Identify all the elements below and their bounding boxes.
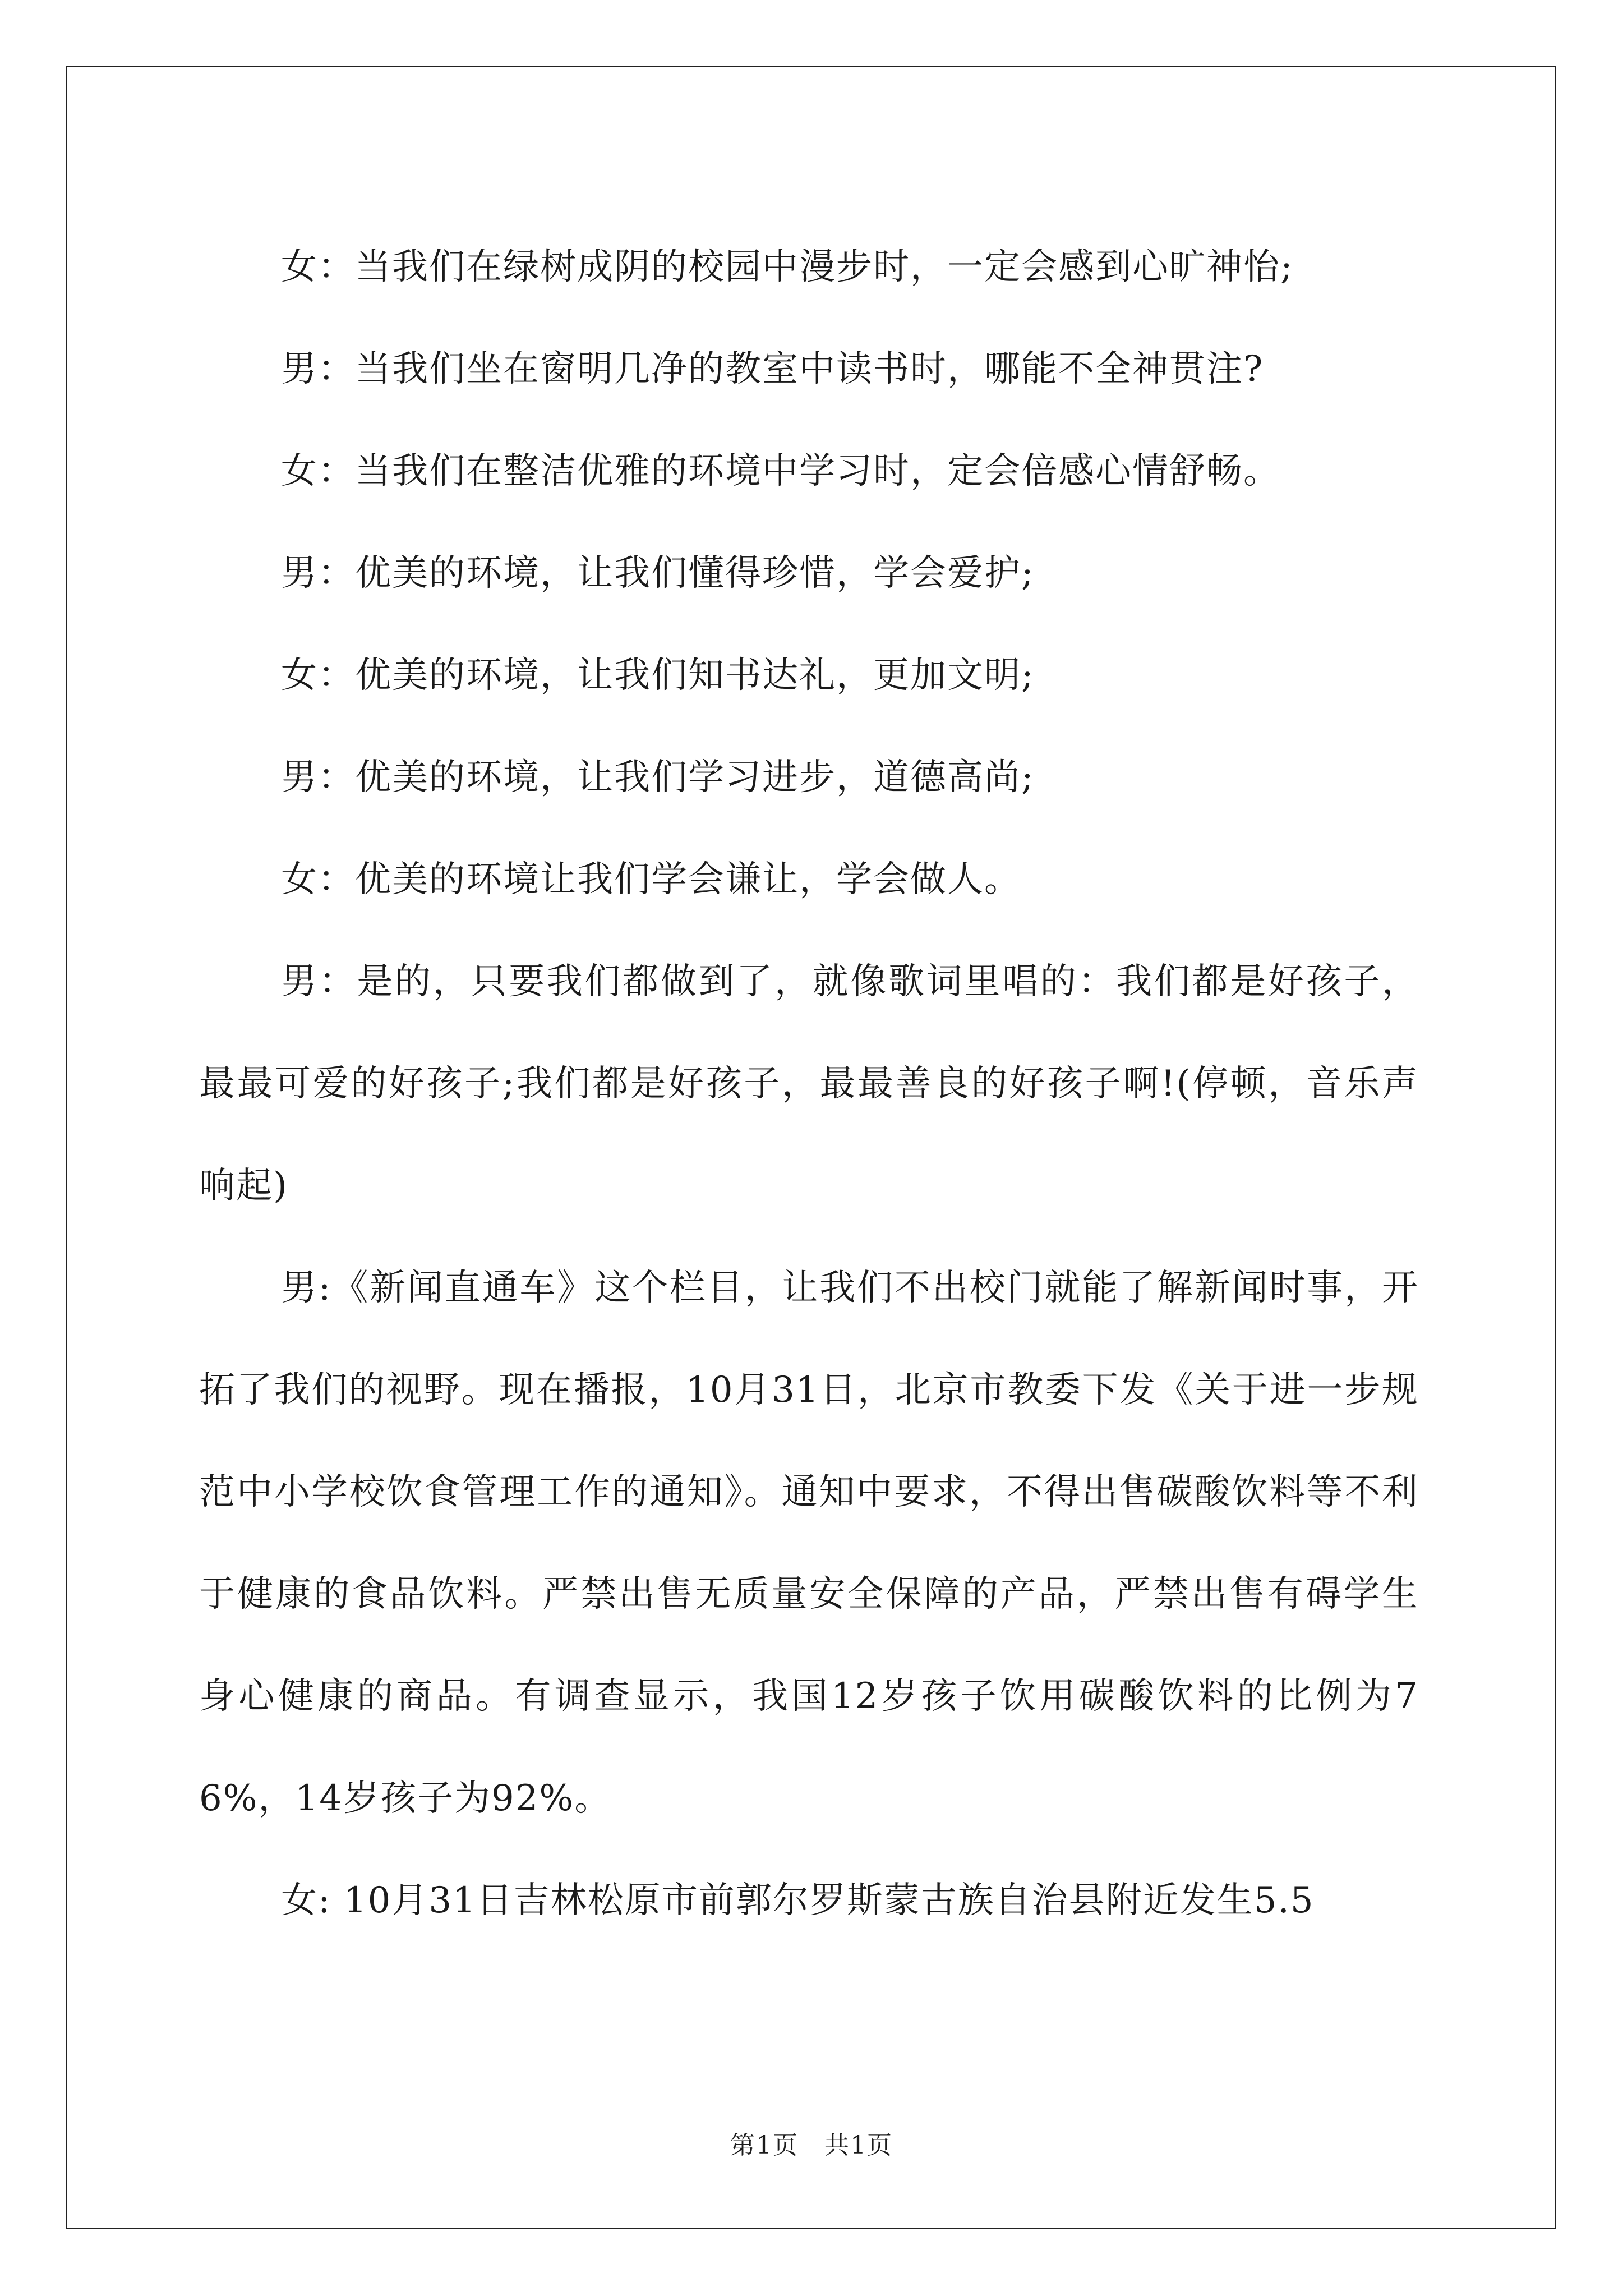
paragraph-5: 女：优美的环境，让我们知书达礼，更加文明; [281, 655, 1035, 696]
page-footer: 第1页 共1页 [730, 2131, 893, 2160]
paragraph-8: 男：是的，只要我们都做到了，就像歌词里唱的：我们都是好孩子，最最可爱的好孩子;我们都是好孩子，最最善良的好孩子啊!(停顿，音乐声响起) [199, 961, 1419, 1207]
paragraph-7: 女：优美的环境让我们学会谦让，学会做人。 [281, 859, 1021, 900]
document-body [199, 216, 1419, 1952]
paragraph-6: 男：优美的环境，让我们学习进步，道德高尚; [281, 757, 1035, 798]
paragraph-9: 男:《新闻直通车》这个栏目，让我们不出校门就能了解新闻时事，开拓了我们的视野。现在播报，10月31日，北京市教委下发《关于进一步规范中小学校饮食管理工作的通知》。通知中要求，不得出售碳酸饮料等不利于健康的食品饮料。严禁出售无质量安全保障的产品，严禁出售有碍学生身心健康的商品。有调查显示，我国12岁孩子饮用碳酸饮料的比例为76%，14岁孩子为92%。 [199, 1267, 1419, 1819]
paragraph-3: 女：当我们在整洁优雅的环境中学习时，定会倍感心情舒畅。 [281, 450, 1280, 492]
paragraph-4: 男：优美的环境，让我们懂得珍惜，学会爱护; [281, 553, 1035, 594]
paragraph-10: 女: 10月31日吉林松原市前郭尔罗斯蒙古族自治县附近发生5.5 [281, 1880, 1315, 1921]
paragraph-2: 男：当我们坐在窗明几净的教室中读书时，哪能不全神贯注? [281, 348, 1264, 390]
paragraph-1: 女：当我们在绿树成阴的校园中漫步时，一定会感到心旷神怡; [281, 246, 1294, 288]
